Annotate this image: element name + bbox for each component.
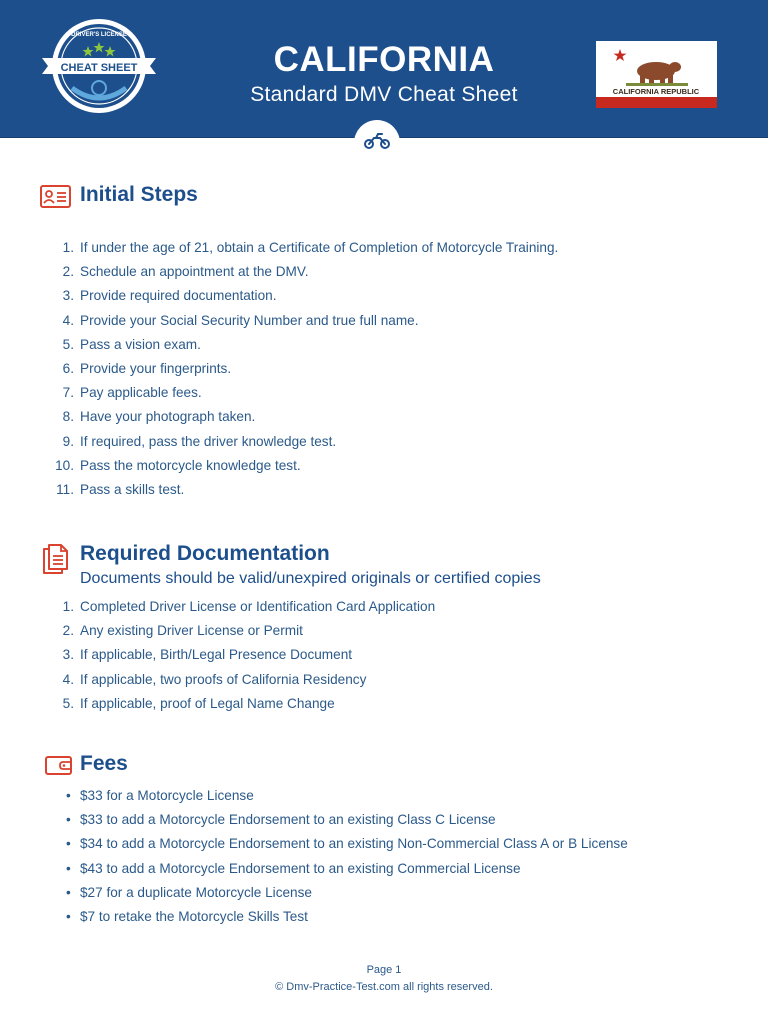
initial-steps-list (55, 238, 559, 504)
documentation-heading: Required Documentation (80, 542, 330, 565)
list-item: 1. Completed Driver License or Identification Card Application (62, 599, 436, 614)
list-item: 7. Pay applicable fees. (62, 385, 202, 401)
documentation-list (62, 597, 436, 718)
initial-steps-heading: Initial Steps (80, 183, 198, 206)
page-subtitle: Standard DMV Cheat Sheet (250, 83, 518, 106)
fees-heading: Fees (80, 752, 128, 775)
list-item: 4. Provide your Social Security Number and true full name. (62, 312, 419, 328)
page-header (0, 0, 768, 138)
documents-icon (43, 544, 68, 574)
list-item: 9. If required, pass the driver knowledge test. (62, 433, 337, 449)
list-item: 3. If applicable, Birth/Legal Presence Document (62, 647, 353, 663)
list-item: 4. If applicable, two proofs of California Residency (62, 671, 367, 687)
copyright-notice: © Dmv-Practice-Test.com all rights reserved. (275, 981, 493, 993)
california-flag-icon (596, 41, 717, 108)
id-card-icon (40, 185, 71, 208)
documentation-subheading: Documents should be valid/unexpired originals or certified copies (80, 570, 541, 587)
flag-label: CALIFORNIA REPUBLIC (612, 87, 700, 96)
badge-label: CHEAT SHEET (60, 62, 138, 74)
list-item: 10. Pass the motorcycle knowledge test. (55, 457, 301, 473)
list-item: • $33 for a Motorcycle License (66, 788, 254, 803)
list-item: • $33 to add a Motorcycle Endorsement to an existing Class C License (66, 812, 496, 828)
list-item: • $7 to retake the Motorcycle Skills Test (66, 908, 308, 924)
list-item: • $34 to add a Motorcycle Endorsement to an existing Non-Commercial Class A or B License (66, 836, 628, 852)
list-item: 1. If under the age of 21, obtain a Certificate of Completion of Motorcycle Training. (62, 240, 559, 255)
list-item: 8. Have your photograph taken. (62, 409, 256, 425)
list-item: • $43 to add a Motorcycle Endorsement to an existing Commercial License (66, 860, 521, 876)
list-item: 5. Pass a vision exam. (62, 336, 201, 352)
list-item: 6. Provide your fingerprints. (62, 360, 232, 376)
list-item: 11. Pass a skills test. (56, 481, 185, 497)
list-item: 5. If applicable, proof of Legal Name Change (62, 695, 335, 711)
motorcycle-badge (354, 120, 400, 166)
badge-top-text: DRIVER'S LICENSE (71, 32, 127, 38)
wallet-icon (45, 756, 73, 775)
list-item: 3. Provide required documentation. (62, 288, 277, 304)
page-number: Page 1 (366, 964, 402, 976)
list-item: 2. Any existing Driver License or Permit (62, 623, 303, 639)
motorcycle-icon (364, 130, 390, 152)
list-item: 2. Schedule an appointment at the DMV. (62, 264, 309, 280)
list-item: • $27 for a duplicate Motorcycle License (66, 884, 312, 900)
fees-list (66, 786, 628, 931)
page-title: CALIFORNIA (273, 40, 495, 79)
